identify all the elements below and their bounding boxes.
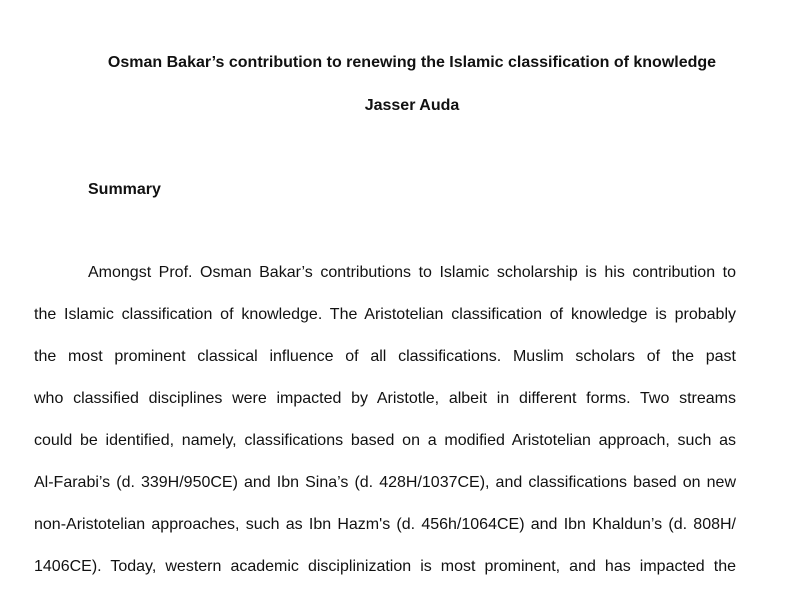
paragraph-line: the Islamic classification of knowledge. The Aristotelian classification of knowledge is probably [34, 306, 736, 323]
paragraph-line: Al-Farabi’s (d. 339H/950CE) and Ibn Sina’s (d. 428H/1037CE), and classifications based on new [34, 474, 736, 491]
paragraph-line: the most prominent classical influence of all classifications. Muslim scholars of the past [34, 348, 736, 365]
document-title: Osman Bakar’s contribution to renewing the Islamic classification of knowledge [107, 54, 717, 71]
document-author: Jasser Auda [364, 97, 460, 114]
paragraph-line: who classified disciplines were impacted by Aristotle, albeit in different forms. Two streams [34, 390, 736, 407]
paragraph-line: Amongst Prof. Osman Bakar’s contributions to Islamic scholarship is his contribution to [88, 264, 736, 281]
paragraph-line: 1406CE). Today, western academic disciplinization is most prominent, and has impacted the [34, 558, 736, 575]
paragraph-line: could be identified, namely, classifications based on a modified Aristotelian approach, such as [34, 432, 736, 449]
summary-heading: Summary [88, 181, 161, 198]
paragraph-line: non-Aristotelian approaches, such as Ibn Hazm's (d. 456h/1064CE) and Ibn Khaldun’s (d. 808H/ [34, 516, 736, 533]
